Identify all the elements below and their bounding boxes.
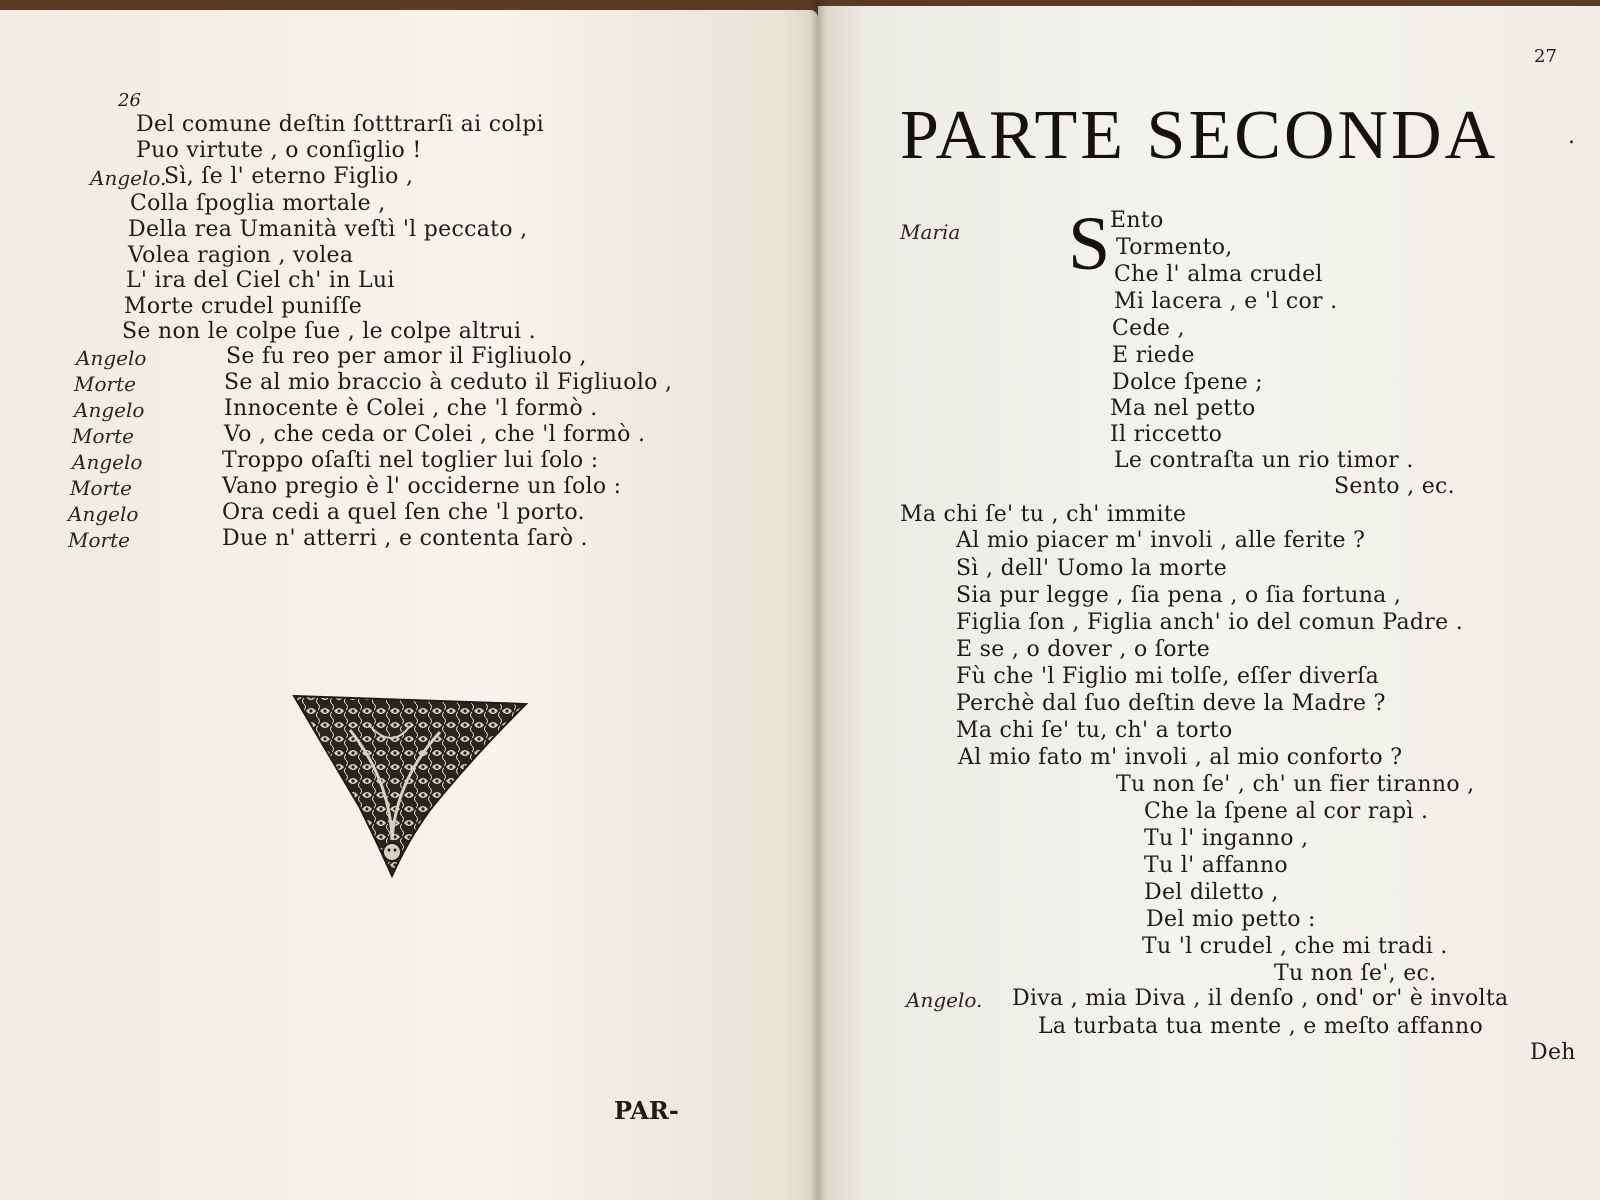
page-number-left: 26 [118,90,141,111]
dialogue-line: Troppo oſaſti nel toglier lui ſolo : [222,448,599,473]
aria-line: Le contraſta un rio timor . [1114,448,1414,473]
dialogue-line: Se fu reo per amor il Figliuolo , [226,344,587,369]
page-number-right: 27 [1534,46,1557,67]
dialogue-line: Se al mio braccio à ceduto il Figliuolo , [224,370,673,395]
recit-line: Ma chi ſe' tu , ch' immite [900,502,1187,527]
title-period: . [1568,124,1576,149]
speaker-label: Morte [74,372,136,396]
aria-da-capo: Sento , ec. [1334,474,1455,499]
speaker-label: Angelo [72,450,143,474]
verse-line: Sì, ſe l' eterno Figlio , [164,164,414,189]
speaker-label: Angelo [68,502,139,526]
dialogue-line: Due n' atterri , e contenta ſarò . [222,526,588,551]
verse-line: Del comune deſtin ſotttrarſi ai colpi [136,112,544,137]
aria-line: Ma nel petto [1110,396,1256,421]
aria2-line: Che la ſpene al cor rapì . [1144,799,1429,824]
speaker-label: Maria [900,220,961,244]
speaker-label: Morte [72,424,134,448]
aria2-line: Tu l' affanno [1144,853,1288,878]
verse-line: Se non le colpe ſue , le colpe altrui . [122,319,536,344]
recit-line: Al mio fato m' involi , al mio conforto ? [958,745,1403,770]
speaker-label: Angelo. [90,166,167,190]
aria-line: Che l' alma crudel [1114,262,1323,287]
speaker-label: Morte [70,476,132,500]
verse-line: L' ira del Ciel ch' in Lui [126,268,395,293]
aria-line: Il riccetto [1110,422,1223,447]
aria2-da-capo: Tu non ſe', ec. [1274,961,1437,986]
drop-cap: S [1068,202,1111,286]
recit-line: Ma chi ſe' tu, ch' a torto [956,718,1233,743]
aria-line: E riede [1112,343,1195,368]
speaker-label: Angelo. [906,988,983,1012]
recit-line: La turbata tua mente , e meſto affanno [1038,1014,1484,1039]
dialogue-line: Vo , che ceda or Colei , che 'l formò . [224,422,646,447]
ornament-tailpiece-icon [290,690,530,880]
recit-line: Fù che 'l Figlio mi tolſe, eſſer diverſa [956,664,1380,689]
speaker-label: Angelo [76,346,147,370]
verse-line: Volea ragion , volea [128,243,354,268]
recit-line: E se , o dover , o ſorte [956,637,1211,662]
verse-line: Puo virtute , o conſiglio ! [136,138,422,163]
aria-line: Ento [1110,208,1164,233]
recit-line: Al mio piacer m' involi , alle ferite ? [956,528,1366,553]
catchword-right: Deh [1530,1040,1576,1065]
dialogue-line: Ora cedi a quel ſen che 'l porto. [222,500,585,525]
recit-line: Perchè dal ſuo deſtin deve la Madre ? [956,691,1386,716]
aria2-line: Tu 'l crudel , che mi tradi . [1142,934,1448,959]
aria2-line: Tu non ſe' , ch' un fier tiranno , [1116,772,1475,797]
speaker-label: Morte [68,528,130,552]
recit-line: Figlia ſon , Figlia anch' io del comun Padre . [956,610,1463,635]
speaker-label: Angelo [74,398,145,422]
verse-line: Colla ſpoglia mortale , [130,191,386,216]
verse-line: Della rea Umanità veſtì 'l peccato , [128,217,528,242]
right-page [818,6,1600,1200]
left-page [0,10,818,1200]
aria-line: Mi lacera , e 'l cor . [1114,289,1338,314]
recit-line: Sia pur legge , ſia pena , o ſia fortuna , [956,583,1402,608]
book-gutter [810,0,826,1200]
dialogue-line: Vano pregio è l' occiderne un ſolo : [222,474,622,499]
aria-line: Dolce ſpene ; [1112,370,1263,395]
section-title: PARTE SECONDA [900,97,1499,174]
aria-line: Tormento, [1116,235,1233,260]
catchword-left: PAR- [614,1096,679,1125]
aria2-line: Tu l' inganno , [1144,826,1309,851]
dialogue-line: Innocente è Colei , che 'l formò . [224,396,598,421]
aria2-line: Del diletto , [1144,880,1279,905]
recit-line: Diva , mia Diva , il denſo , ond' or' è involta [1012,986,1509,1011]
verse-line: Morte crudel puniſſe [124,294,363,319]
aria-line: Cede , [1112,316,1185,341]
aria2-line: Del mio petto : [1146,907,1316,932]
recit-line: Sì , dell' Uomo la morte [956,556,1228,581]
